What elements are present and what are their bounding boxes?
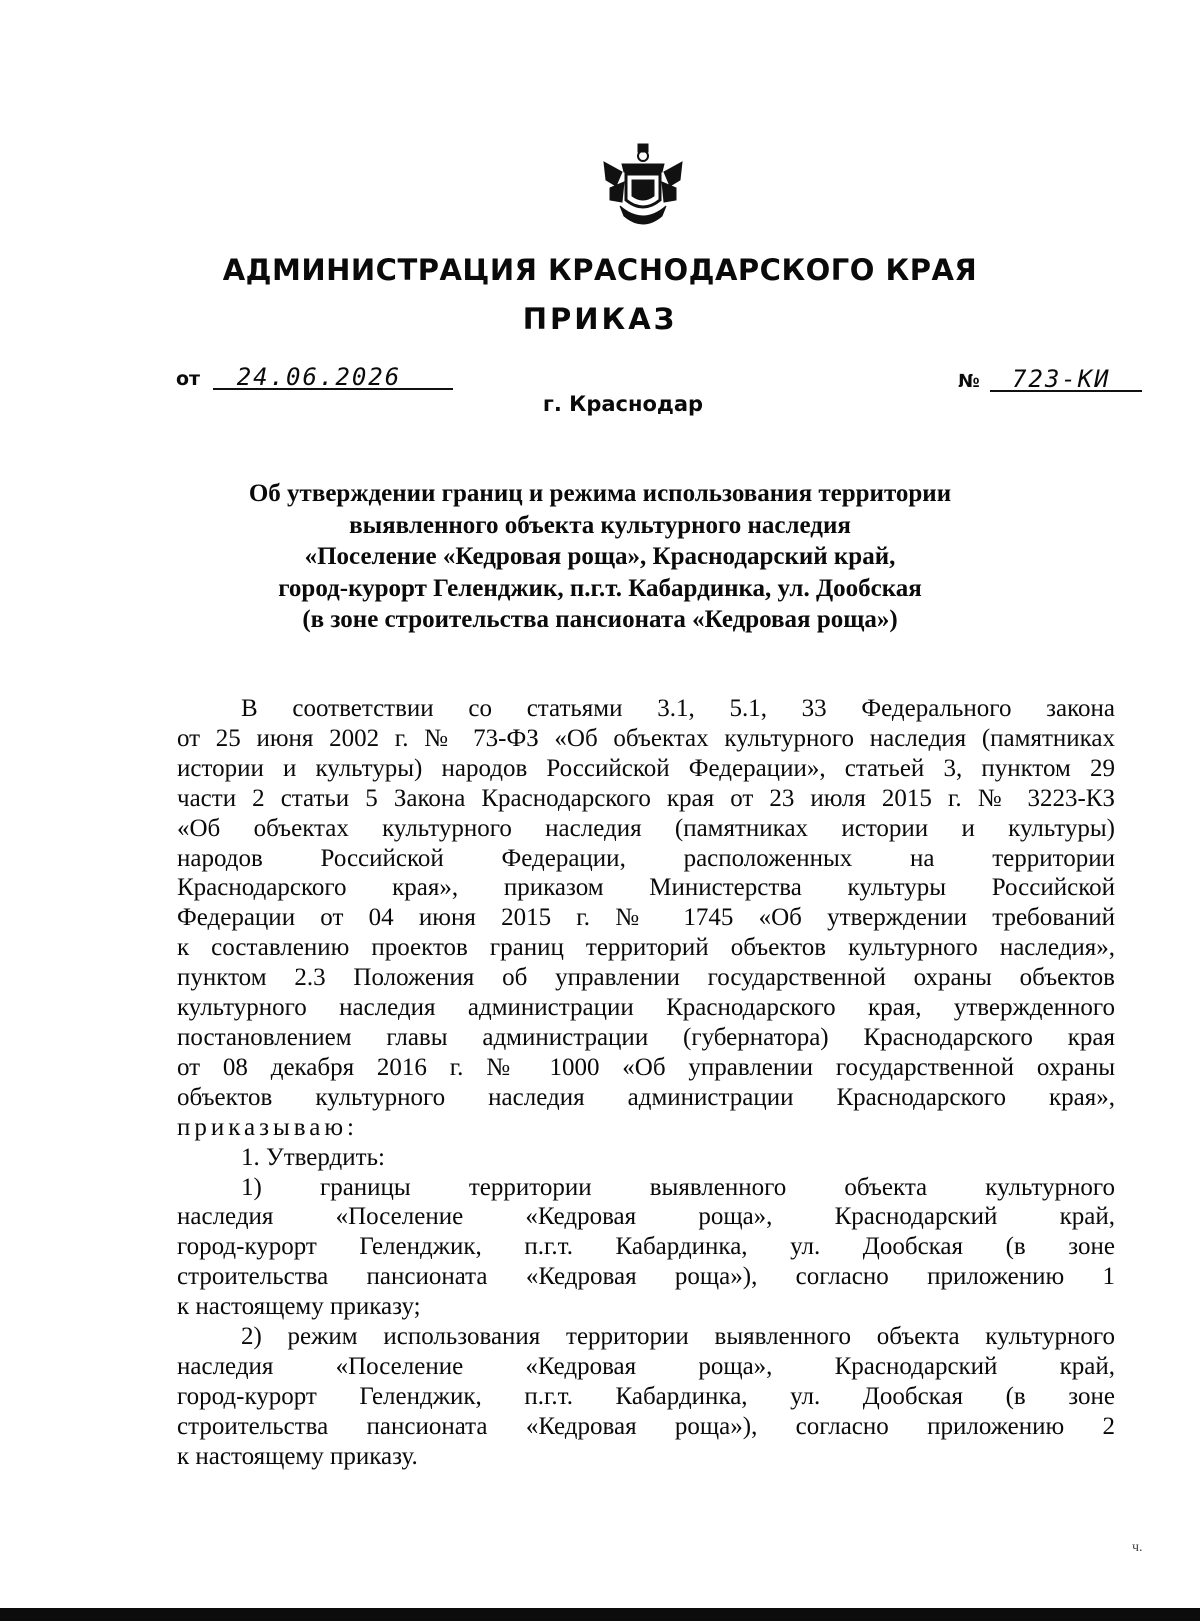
- number-label: №: [958, 371, 980, 392]
- subitem-2-line: город-курорт Геленджик, п.г.т. Кабардинка, ул. Дообская (в зоне: [177, 1382, 1115, 1410]
- city-line: г. Краснодар: [542, 392, 704, 416]
- title-line: выявленного объекта культурного наследия: [349, 511, 851, 539]
- preamble-line: народов Российской Федерации, расположенных на территории: [177, 844, 1115, 872]
- subitem-2-line: строительства пансионата «Кедровая роща»), согласно приложению 2: [177, 1412, 1115, 1440]
- number-value: 723-КИ: [990, 368, 1142, 392]
- coat-of-arms-emblem: [602, 142, 684, 232]
- subitem-1-line: город-курорт Геленджик, п.г.т. Кабардинка, ул. Дообская (в зоне: [177, 1233, 1115, 1261]
- subitem-1-line: строительства пансионата «Кедровая роща»), согласно приложению 1: [177, 1263, 1115, 1291]
- preamble-line: культурного наследия администрации Краснодарского края, утвержденного: [177, 994, 1115, 1022]
- title-line: Об утверждении границ и режима использования территории: [248, 480, 952, 507]
- document-title: [150, 478, 1050, 636]
- item-1-heading: 1. Утвердить:: [241, 1143, 385, 1171]
- preamble-line: Федерации от 04 июня 2015 г. № 1745 «Об утверждении требований: [177, 904, 1115, 932]
- organization-heading: АДМИНИСТРАЦИЯ КРАСНОДАРСКОГО КРАЯ: [222, 253, 978, 287]
- preamble-line: от 25 июня 2002 г. № 73-ФЗ «Об объектах культурного наследия (памятниках: [177, 724, 1115, 752]
- page-mark: ч.: [1132, 1540, 1143, 1555]
- preamble-line: объектов культурного наследия администрации Краснодарского края»,: [177, 1083, 1115, 1111]
- subitem-2-line: 2) режим использования территории выявленного объекта культурного: [241, 1323, 1115, 1351]
- title-line: город-курорт Геленджик, п.г.т. Кабардинка, ул. Дообская: [278, 574, 922, 602]
- preamble-line: части 2 статьи 5 Закона Краснодарского края от 23 июля 2015 г. № 3223-КЗ: [177, 784, 1115, 812]
- preamble-line: «Об объектах культурного наследия (памятниках истории и культуры): [177, 814, 1115, 842]
- preamble-line: Краснодарского края», приказом Министерства культуры Российской: [177, 874, 1115, 902]
- preamble-line: постановлением главы администрации (губернатора) Краснодарского края: [177, 1023, 1115, 1051]
- preamble-line: пунктом 2.3 Положения об управлении государственной охраны объектов: [177, 964, 1115, 992]
- subitem-1-line: 1) границы территории выявленного объекта культурного: [241, 1173, 1115, 1201]
- document-type-heading: ПРИКАЗ: [522, 302, 678, 336]
- preamble-line: В соответствии со статьями 3.1, 5.1, 33 Федерального закона: [241, 695, 1115, 722]
- preamble-line: истории и культуры) народов Российской Федерации», статьей 3, пунктом 29: [177, 754, 1115, 782]
- date-label: от: [176, 368, 201, 390]
- document-body: [177, 694, 1115, 1472]
- orders-word: приказываю:: [177, 1113, 358, 1141]
- subitem-1-line: наследия «Поселение «Кедровая роща», Краснодарский край,: [177, 1203, 1115, 1231]
- title-line: «Поселение «Кедровая роща», Краснодарский край,: [304, 543, 896, 570]
- preamble-line: к составлению проектов границ территорий объектов культурного наследия»,: [177, 934, 1115, 962]
- date-block: [176, 363, 453, 391]
- subitem-2-line: к настоящему приказу.: [177, 1442, 418, 1470]
- scan-border: [0, 1608, 1200, 1621]
- preamble-line: от 08 декабря 2016 г. № 1000 «Об управлении государственной охраны: [177, 1053, 1115, 1081]
- subitem-1-line: к настоящему приказу;: [177, 1293, 421, 1321]
- date-value: 24.06.2026: [213, 366, 453, 390]
- subitem-2-line: наследия «Поселение «Кедровая роща», Краснодарский край,: [177, 1352, 1115, 1380]
- number-block: [958, 365, 1142, 393]
- title-line: (в зоне строительства пансионата «Кедровая роща»): [302, 606, 898, 633]
